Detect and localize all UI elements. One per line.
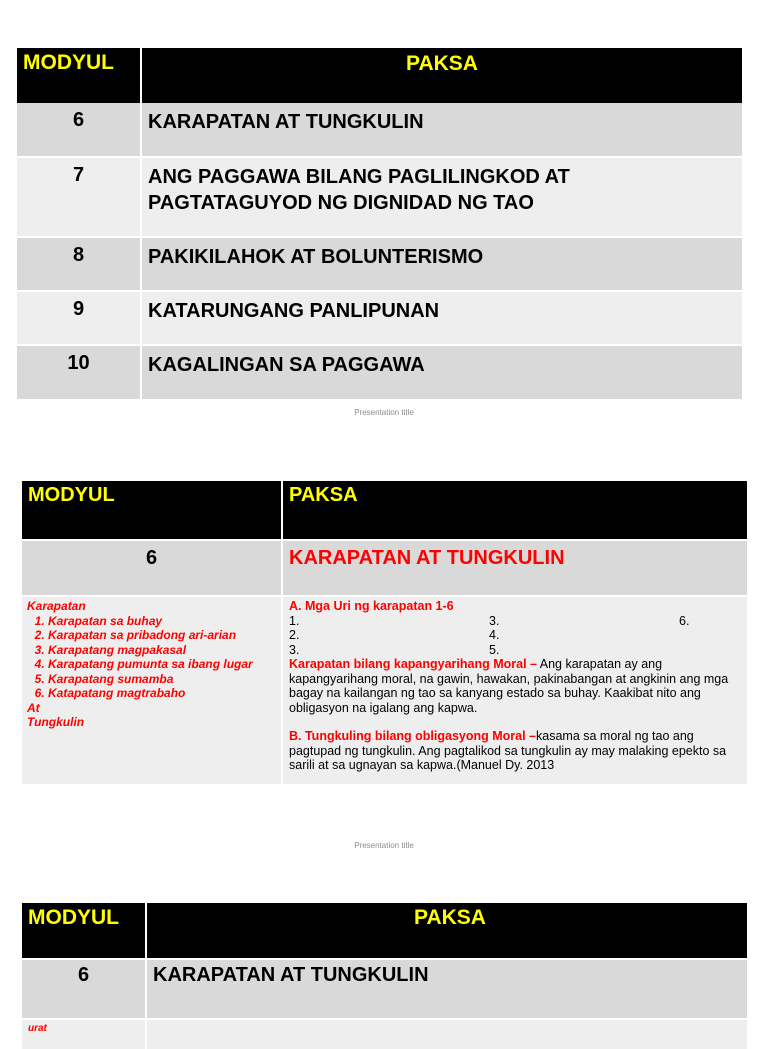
table-header [22, 903, 747, 959]
list-item: 4. Karapatang pumunta sa ibang lugar [48, 657, 281, 672]
table-row [17, 345, 742, 399]
table-row [22, 596, 747, 784]
grid-cell: 3. [489, 613, 500, 628]
cut-off-text: urat [22, 1019, 146, 1049]
rights-items [27, 614, 281, 701]
paksa-header: PAKSA [141, 48, 742, 103]
module-topic: PAKIKILAHOK AT BOLUNTERISMO [141, 237, 742, 291]
module-number: 6 [17, 103, 141, 157]
module-number: 6 [22, 959, 146, 1019]
grid-cell: 4. [489, 628, 500, 642]
grid-cell: 6. [679, 613, 690, 628]
module-topic: KARAPATAN AT TUNGKULIN [282, 540, 747, 596]
list-item: 3. Karapatang magpakasal [48, 643, 281, 658]
modyul-header: MODYUL [17, 48, 141, 103]
presentation-title: Presentation title [354, 408, 414, 417]
tungkulin-label: Tungkulin [27, 715, 85, 729]
rights-heading: Karapatan [27, 599, 86, 613]
table-row [22, 959, 747, 1019]
tungkulin-paragraph: B. Tungkuling bilang obligasyong Moral –kasama sa moral ng tao ang pagtupad ng tungkulin. Ang pagtalikod sa tungkulin ay may malaking epekto sa sarili at sa ugnayan sa kapwa.(Manuel Dy. 2013 [289, 729, 727, 772]
section-a-heading: A. Mga Uri ng karapatan 1-6 [289, 599, 454, 613]
grid-cell [679, 628, 739, 643]
modules-table-1 [17, 48, 742, 399]
module-number: 9 [17, 291, 141, 345]
table-row [17, 157, 742, 237]
grid-cell: 1. [289, 613, 300, 628]
numbered-grid [289, 614, 739, 658]
module-topic: KARAPATAN AT TUNGKULIN [146, 959, 747, 1019]
list-item: 5. Karapatang sumamba [48, 672, 281, 687]
presentation-title: Presentation title [354, 841, 414, 850]
list-item: 2. Karapatan sa pribadong ari-arian [48, 628, 281, 643]
grid-cell: 2. [289, 628, 300, 642]
modyul-header: MODYUL [22, 481, 282, 540]
table-row [17, 103, 742, 157]
module-number: 6 [22, 540, 282, 596]
table-row [22, 540, 747, 596]
module-number: 10 [17, 345, 141, 399]
paksa-header: PAKSA [146, 903, 747, 959]
grid-cell [679, 643, 739, 658]
rights-description [282, 596, 747, 784]
list-item: 6. Katapatang magtrabaho [48, 686, 281, 701]
module-topic: KATARUNGANG PANLIPUNAN [141, 291, 742, 345]
module-topic: KAGALINGAN SA PAGGAWA [141, 345, 742, 399]
grid-cell: 5. [489, 642, 500, 657]
module-number: 8 [17, 237, 141, 291]
modules-table-2 [22, 481, 747, 784]
modules-table-3 [22, 903, 747, 1049]
modyul-header: MODYUL [22, 903, 146, 959]
rights-list [22, 596, 282, 784]
table-header [22, 481, 747, 540]
table-row [17, 237, 742, 291]
table-header [17, 48, 742, 103]
list-item: 1. Karapatan sa buhay [48, 614, 281, 629]
module-number: 7 [17, 157, 141, 237]
moral-paragraph: Karapatan bilang kapangyarihang Moral – Ang karapatan ay ang kapangyarihang moral, na gawin, hawakan, pakinabangan at angkinin ang mga bagay na kailangan ng tao sa kanyang estado sa buhay. Kaakibat nito ang obligasyon na igalang ang kapwa. [289, 657, 729, 715]
table-row [17, 291, 742, 345]
module-topic: KARAPATAN AT TUNGKULIN [141, 103, 742, 157]
grid-cell: 3. [289, 642, 300, 657]
at-label: At [27, 700, 40, 715]
module-topic: ANG PAGGAWA BILANG PAGLILINGKOD AT PAGTATAGUYOD NG DIGNIDAD NG TAO [141, 157, 742, 237]
paksa-header: PAKSA [282, 481, 747, 540]
